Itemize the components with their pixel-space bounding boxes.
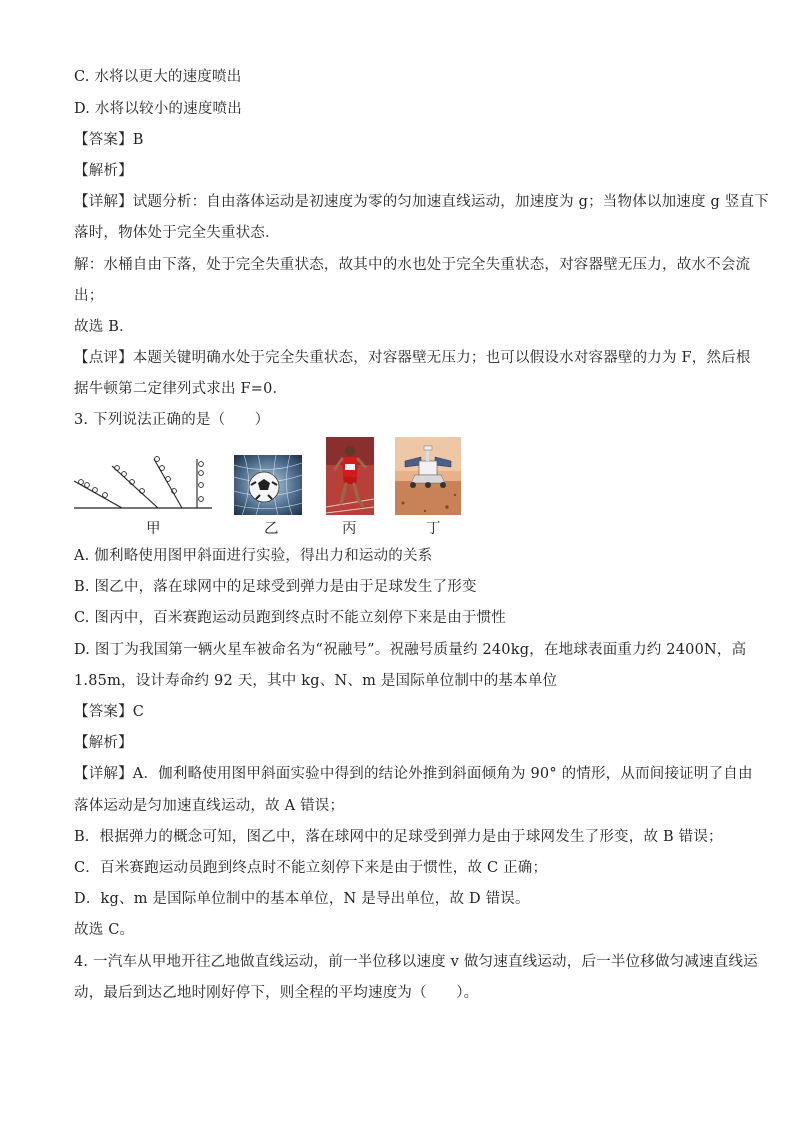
- question-4-title-cont: 动，最后到达乙地时刚好停下，则全程的平均速度为（ ）。: [74, 985, 479, 1001]
- comment-line: 据牛顿第二定律列式求出 F=0．: [74, 381, 288, 397]
- option-d: D. 水将以较小的速度喷出: [74, 101, 242, 117]
- detail-line: C．百米赛跑运动员跑到终点时不能立刻停下来是由于惯性，故 C 正确；: [74, 860, 548, 876]
- answer-label: 【答案】C: [74, 704, 145, 720]
- detail-line: B．根据弹力的概念可知，图乙中，落在球网中的足球受到弹力是由于球网发生了形变，故 B 错误；: [74, 829, 723, 845]
- option-a: A. 伽利略使用图甲斜面进行实验，得出力和运动的关系: [74, 548, 433, 564]
- conclusion-line: 故选 C。: [74, 922, 135, 938]
- solution-line: 出；: [74, 288, 104, 304]
- option-d: D. 图丁为我国第一辆火星车被命名为“祝融号”。祝融号质量约 240kg，在地球表面重力约 2400N，高: [74, 642, 747, 658]
- football-net-photo: [234, 455, 302, 515]
- figure-caption-bing: 丙: [342, 521, 357, 537]
- detail-line: 落体运动是匀加速直线运动，故 A 错误；: [74, 798, 345, 814]
- solution-line: 解：水桶自由下落，处于完全失重状态，故其中的水也处于完全失重状态，对容器壁无压力，故水不会流: [74, 257, 751, 273]
- sprinter-photo: [326, 437, 374, 515]
- analysis-label: 【解析】: [74, 735, 133, 751]
- question-3-title: 3. 下列说法正确的是（ ）: [74, 412, 270, 428]
- option-c: C. 水将以更大的速度喷出: [74, 69, 242, 85]
- option-d-cont: 1.85m，设计寿命约 92 天，其中 kg、N、m 是国际单位制中的基本单位: [74, 673, 558, 689]
- detail-line: 【详解】A．伽利略使用图甲斜面实验中得到的结论外推到斜面倾角为 90° 的情形，从而间接证明了自由: [74, 766, 753, 782]
- option-b: B. 图乙中，落在球网中的足球受到弹力是由于足球发生了形变: [74, 579, 477, 595]
- answer-label: 【答案】B: [74, 132, 144, 148]
- figure-caption-ding: 丁: [426, 521, 441, 537]
- detail-line: 落时，物体处于完全失重状态．: [74, 225, 280, 241]
- conclusion-line: 故选 B．: [74, 319, 134, 335]
- question-4-title: 4. 一汽车从甲地开往乙地做直线运动，前一半位移以速度 v 做匀速直线运动，后一半位移做匀减速直线运: [74, 954, 758, 970]
- comment-line: 【点评】本题关键明确水处于完全失重状态，对容器壁无压力；也可以假设水对容器壁的力为 F，然后根: [74, 350, 751, 366]
- mars-rover-photo: [395, 437, 461, 515]
- option-c: C. 图丙中，百米赛跑运动员跑到终点时不能立刻停下来是由于惯性: [74, 610, 506, 626]
- detail-line: 【详解】试题分析：自由落体运动是初速度为零的匀加速直线运动，加速度为 g；当物体以加速度 g 竖直下: [74, 194, 769, 210]
- inclined-plane-figure: [72, 456, 214, 512]
- detail-line: D．kg、m 是国际单位制中的基本单位，N 是导出单位，故 D 错误。: [74, 891, 530, 907]
- figure-caption-jia: 甲: [146, 521, 161, 537]
- figure-caption-yi: 乙: [264, 521, 279, 537]
- analysis-label: 【解析】: [74, 163, 133, 179]
